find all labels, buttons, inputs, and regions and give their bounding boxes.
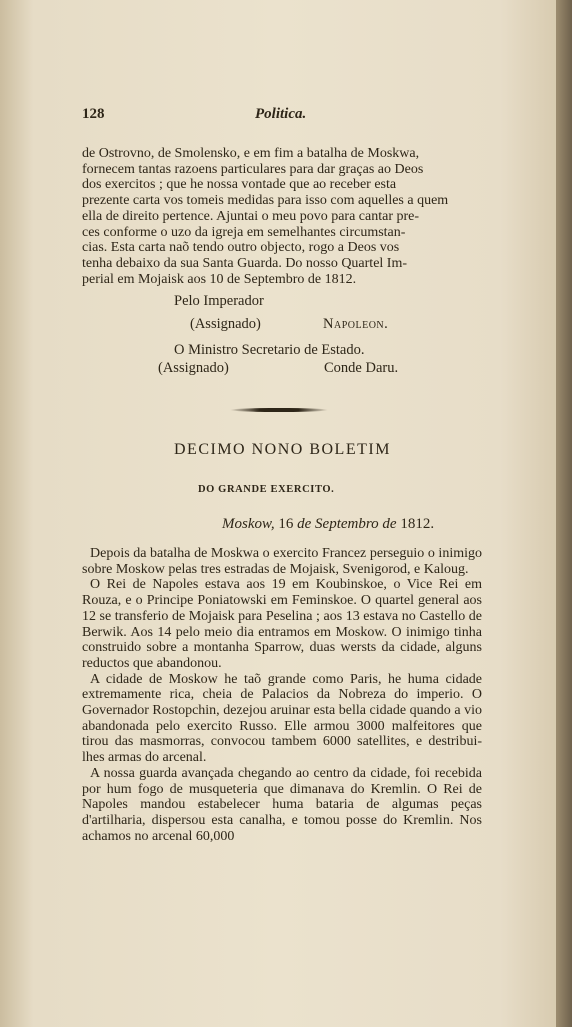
text-line: dos exercitos ; que he nossa vontade que ao receber esta <box>82 177 397 193</box>
bulletin-body <box>82 546 482 844</box>
paragraph: A nossa guarda avançada chegando ao centro da cidade, foi recebida por hum fogo de musqueteria que dimanava do Kremlin. O Rei de Napoles mandou estabelecer huma bataria de algumas peças d'artilharia, dispersou esta canalha, e tomou posse do Kremlin. Nos achamos no arcenal 60,000 <box>82 765 482 844</box>
text-line: prezente carta vos tomeis medidas para isso com aquelles a quem <box>82 193 449 209</box>
text-line: de Ostrovno, de Smolensko, e em fim a batalha de Moskwa, <box>82 146 420 161</box>
text-line: ella de direito pertence. Ajuntai o meu povo para cantar pre- <box>82 208 420 224</box>
dateline-day: 16 <box>278 516 294 532</box>
signed-label: (Assignado) <box>158 360 229 376</box>
bulletin-title: DECIMO NONO BOLETIM <box>174 441 391 458</box>
emperor-label: Pelo Imperador <box>174 293 264 309</box>
dateline-month: de Septembro de <box>297 516 397 532</box>
text-line: ces conforme o uzo da igreja em semelhantes circumstan- <box>82 224 406 240</box>
text-line: cias. Esta carta naõ tendo outro objecto, rogo a Deos vos <box>82 240 400 256</box>
text-line: tenha debaixo da sua Santa Guarda. Do nosso Quartel Im- <box>82 255 408 271</box>
section-divider <box>230 408 328 412</box>
paragraph: A cidade de Moskow he taõ grande como Paris, he huma cidade extremamente rica, cheia de Palacios da Nobreza do imperio. O Governador Rostopchin, dezejou aruinar esta bella cidade quando a vio abandonada pelo exercito Russo. Elle armou 3000 malfeitores que tirou das masmorras, convocou tambem 6000 satellites, e destribui-lhes armas do arcenal. <box>82 671 482 766</box>
dateline-year: 1812. <box>400 516 435 532</box>
dateline-place: Moskow, <box>222 516 275 532</box>
signature-daru: Conde Daru. <box>324 360 399 376</box>
signed-label: (Assignado) <box>190 316 261 332</box>
dateline <box>222 516 434 533</box>
minister-label: O Ministro Secretario de Estado. <box>174 342 365 358</box>
running-head: Politica. <box>255 106 307 122</box>
page-number: 128 <box>82 106 105 122</box>
paragraph: Depois da batalha de Moskwa o exercito Francez perseguio o inimigo sobre Moskow pelas tres estradas de Mojaisk, Svenigorod, e Kaloug. <box>82 546 482 577</box>
book-spine <box>556 0 572 1027</box>
text-line: perial em Mojaisk aos 10 de Septembro de 1812. <box>82 271 357 287</box>
bulletin-subtitle: DO GRANDE EXERCITO. <box>198 484 335 495</box>
signature-napoleon: Napoleon. <box>323 316 389 332</box>
letter-text <box>82 146 482 287</box>
paragraph: O Rei de Napoles estava aos 19 em Koubinskoe, o Vice Rei em Rouza, e o Principe Poniatowski em Feminskoe. O quartel general aos 12 se transferio de Mojaisk para Peselina ; aos 13 estava no Castello de Berwik. Aos 14 pelo meio dia entramos em Moskow. O inimigo tinha construido sobre a montanha Sparrow, duas wersts da cidade, alguns reductos que abandonou. <box>82 577 482 671</box>
text-line: fornecem tantas razoens particulares para dar graças ao Deos <box>82 161 424 177</box>
